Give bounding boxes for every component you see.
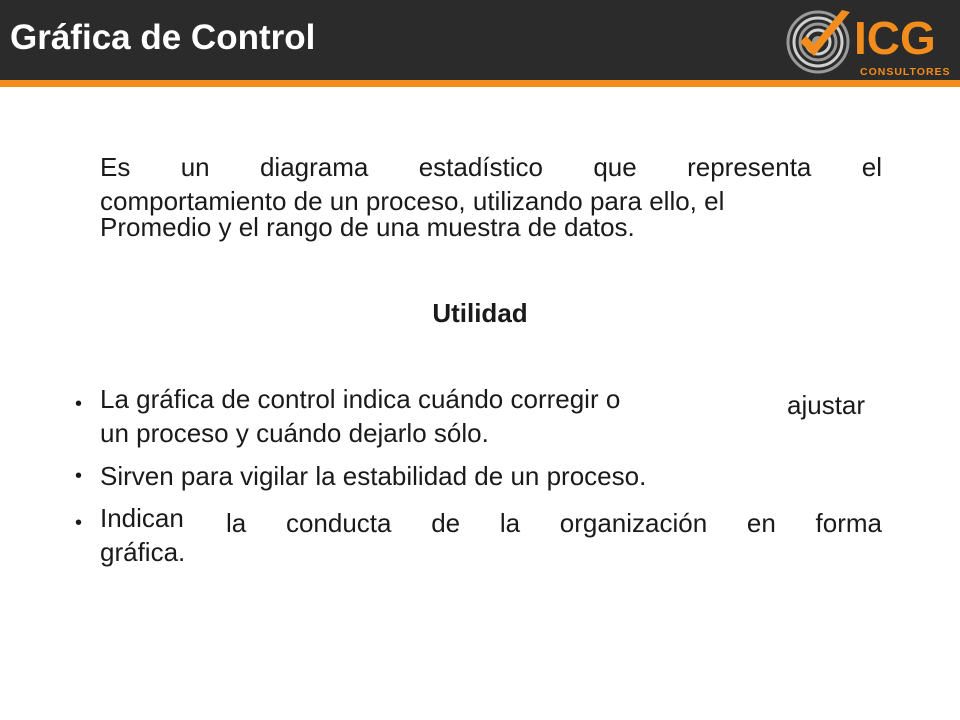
bullet-marker: • bbox=[75, 465, 83, 487]
logo-subtext: CONSULTORES bbox=[860, 66, 951, 78]
intro-word: el bbox=[861, 152, 882, 182]
bullet-3-word: la bbox=[499, 508, 521, 538]
bullet-3-word: organización bbox=[559, 508, 708, 538]
logo-text: ICG bbox=[854, 12, 936, 64]
bullet-3-word: en bbox=[746, 508, 776, 538]
intro-word: un bbox=[180, 152, 210, 182]
bullet-3-word: la bbox=[226, 508, 247, 538]
bullet-marker: • bbox=[75, 393, 83, 415]
intro-word: Es bbox=[100, 152, 131, 182]
bullet-marker: • bbox=[75, 512, 83, 534]
intro-line-3: Promedio y el rango de una muestra de datos. bbox=[100, 212, 635, 242]
bullet-3-text-part3: gráfica. bbox=[100, 537, 186, 567]
intro-word: estadístico bbox=[418, 152, 543, 182]
intro-line-2: comportamiento de un proceso, utilizando para ello, el bbox=[100, 186, 725, 216]
slide-title: Gráfica de Control bbox=[10, 18, 316, 57]
checkmark-icon bbox=[800, 10, 850, 56]
bullet-3-word: conducta bbox=[285, 508, 392, 538]
bullet-3-word: forma bbox=[815, 508, 882, 538]
header-bar bbox=[0, 0, 960, 80]
icg-logo bbox=[778, 2, 958, 80]
bullet-1-text-part3: un proceso y cuándo dejarlo sólo. bbox=[100, 418, 489, 448]
bullet-3-text-part2 bbox=[226, 508, 882, 538]
intro-word: diagrama bbox=[259, 152, 369, 182]
bullet-1-text-part2: ajustar bbox=[787, 390, 866, 420]
bullet-3-word: de bbox=[431, 508, 461, 538]
intro-word: representa bbox=[687, 152, 812, 182]
bullet-3-text-part1: Indican bbox=[100, 503, 184, 533]
intro-line-1 bbox=[100, 152, 882, 182]
header-accent-stripe bbox=[0, 80, 960, 87]
section-title: Utilidad bbox=[432, 298, 528, 328]
bullet-2-text: Sirven para vigilar la estabilidad de un proceso. bbox=[100, 461, 647, 491]
bullet-1-text-part1: La gráfica de control indica cuándo corregir o bbox=[100, 384, 621, 414]
intro-word: que bbox=[593, 152, 637, 182]
